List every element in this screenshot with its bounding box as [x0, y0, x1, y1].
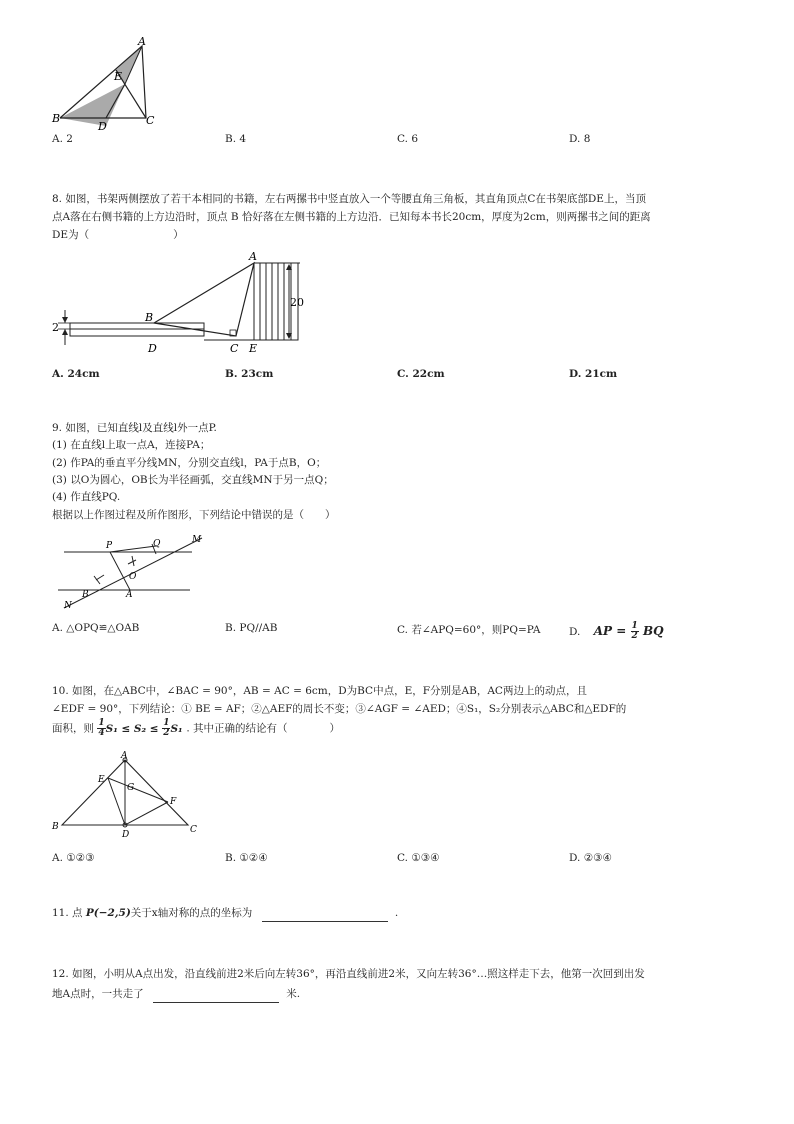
- fraction-quarter: [97, 719, 105, 738]
- q9-text-line1: 9. 如图，已知直线l及直线l外一点P.: [52, 422, 217, 434]
- label-B: B: [145, 311, 154, 324]
- q9-text-line6: 根据以上作图过程及所作图形，下列结论中错误的是（ ）: [52, 509, 336, 521]
- q7-option-c: C. 6: [397, 133, 419, 145]
- q10-line3-suffix: . 其中正确的结论有（ ）: [186, 722, 340, 735]
- label-Q: Q: [153, 539, 161, 549]
- label-D: D: [148, 342, 157, 355]
- label-B: B: [52, 112, 61, 125]
- q11-mid: 关于x轴对称的点的坐标为: [130, 907, 253, 919]
- q8-text-line3: DE为（ ）: [52, 229, 184, 241]
- label-E: E: [98, 775, 105, 785]
- fraction-den: 2: [631, 631, 638, 641]
- q10-text-line3: [52, 719, 340, 738]
- label-M: M: [192, 535, 202, 545]
- q8-option-a: A. 24cm: [52, 368, 100, 380]
- label-B: B: [82, 590, 89, 600]
- q12-line2-prefix: 地A点时，一共走了: [52, 988, 144, 1000]
- q11-answer-blank[interactable]: [262, 921, 388, 922]
- q11-prefix: 11. 点: [52, 907, 83, 919]
- fraction-num: 1: [631, 621, 638, 631]
- label-A: A: [249, 250, 257, 263]
- fraction-den: 4: [98, 728, 105, 738]
- q9-option-d-formula: [593, 621, 664, 641]
- fraction-num: 1: [98, 718, 105, 728]
- q12-line2-suffix: 米.: [286, 988, 301, 1000]
- q10-inequality: [97, 718, 186, 738]
- label-E: E: [249, 342, 258, 355]
- label-C: C: [190, 825, 197, 835]
- q9-option-d: [569, 622, 664, 641]
- label-N: N: [64, 601, 72, 611]
- formula-rhs: BQ: [642, 624, 664, 638]
- q12-answer-blank[interactable]: [153, 1002, 279, 1003]
- label-F: F: [170, 797, 177, 807]
- label-A: A: [138, 36, 146, 48]
- formula-lhs: AP =: [593, 624, 627, 638]
- q11-point: P(−2,5): [85, 907, 131, 919]
- q9-option-b: B. PQ//AB: [225, 622, 278, 634]
- q10-text-line1: 10. 如图，在△ABC中，∠BAC = 90°，AB = AC = 6cm，D为BC中点，E，F分别是AB，AC两边上的动点，且: [52, 685, 587, 697]
- q7-option-d: D. 8: [569, 133, 591, 145]
- q7-option-a: A. 2: [52, 133, 73, 145]
- q10-option-a: A. ①②③: [52, 852, 95, 864]
- figure-q7: [50, 36, 170, 136]
- label-C: C: [146, 114, 155, 127]
- q9-option-a: A. △OPQ≌△OAB: [52, 622, 140, 634]
- label-O: O: [129, 572, 137, 582]
- figure-q10: [50, 750, 210, 840]
- label-E: E: [114, 70, 123, 83]
- q8-option-b: B. 23cm: [225, 368, 274, 380]
- q8-option-c: C. 22cm: [397, 368, 445, 380]
- q9-option-c: C. 若∠APQ=60°，则PQ=PA: [397, 624, 541, 636]
- fraction-den: 2: [163, 728, 170, 738]
- label-D: D: [122, 830, 130, 840]
- label-G: G: [127, 783, 135, 793]
- label-B: B: [52, 822, 59, 832]
- q10-text-line2: ∠EDF = 90°，下列结论：① BE = AF；②△AEF的周长不变；③∠AGF = ∠AED；④S₁，S₂分别表示△ABC和△EDF的: [52, 703, 627, 715]
- label-P: P: [106, 541, 113, 551]
- q9-text-line3: (2) 作PA的垂直平分线MN，分别交直线l，PA于点B，O；: [52, 457, 327, 469]
- figure-q9: [52, 530, 212, 612]
- ineq-end: S₁: [170, 722, 183, 735]
- q10-option-d: D. ②③④: [569, 852, 612, 864]
- q10-option-b: B. ①②④: [225, 852, 268, 864]
- q11-text: [52, 905, 398, 922]
- label-20: 20: [290, 296, 304, 309]
- label-D: D: [98, 120, 107, 133]
- q9-text-line5: (4) 作直线PQ.: [52, 491, 121, 503]
- q8-text-line1: 8. 如图，书架两侧摆放了若干本相同的书籍，左右两摞书中竖直放入一个等腰直角三角板，其直角顶点C在书架底部DE上，当顶: [52, 193, 646, 205]
- label-2: 2: [52, 321, 59, 334]
- ineq-mid: S₁ ≤ S₂ ≤: [105, 722, 159, 735]
- label-C: C: [230, 342, 239, 355]
- q9-text-line2: (1) 在直线l上取一点A，连接PA；: [52, 439, 211, 451]
- fraction-num: 1: [163, 718, 170, 728]
- label-A: A: [126, 590, 133, 600]
- q12-text-line2: [52, 986, 300, 1003]
- q8-option-d: D. 21cm: [569, 368, 618, 380]
- q9-text-line4: (3) 以O为圆心，OB长为半径画弧，交直线MN于另一点Q；: [52, 474, 334, 486]
- label-A: A: [121, 751, 128, 761]
- q10-option-c: C. ①③④: [397, 852, 440, 864]
- q8-text-line2: 点A落在右侧书籍的上方边沿时，顶点 B 恰好落在左侧书籍的上方边沿．已知每本书长20cm，厚度为2cm，则两摞书之间的距离: [52, 211, 651, 223]
- q11-end: .: [394, 907, 399, 919]
- fraction-half: [631, 622, 639, 641]
- q10-line3-prefix: 面积，则: [52, 722, 94, 735]
- q7-option-b: B. 4: [225, 133, 247, 145]
- q9-option-d-letter: D.: [569, 626, 581, 638]
- figure-q8: [48, 250, 308, 358]
- q12-text-line1: 12. 如图，小明从A点出发，沿直线前进2米后向左转36°，再沿直线前进2米，又向左转36°…照这样走下去，他第一次回到出发: [52, 968, 645, 980]
